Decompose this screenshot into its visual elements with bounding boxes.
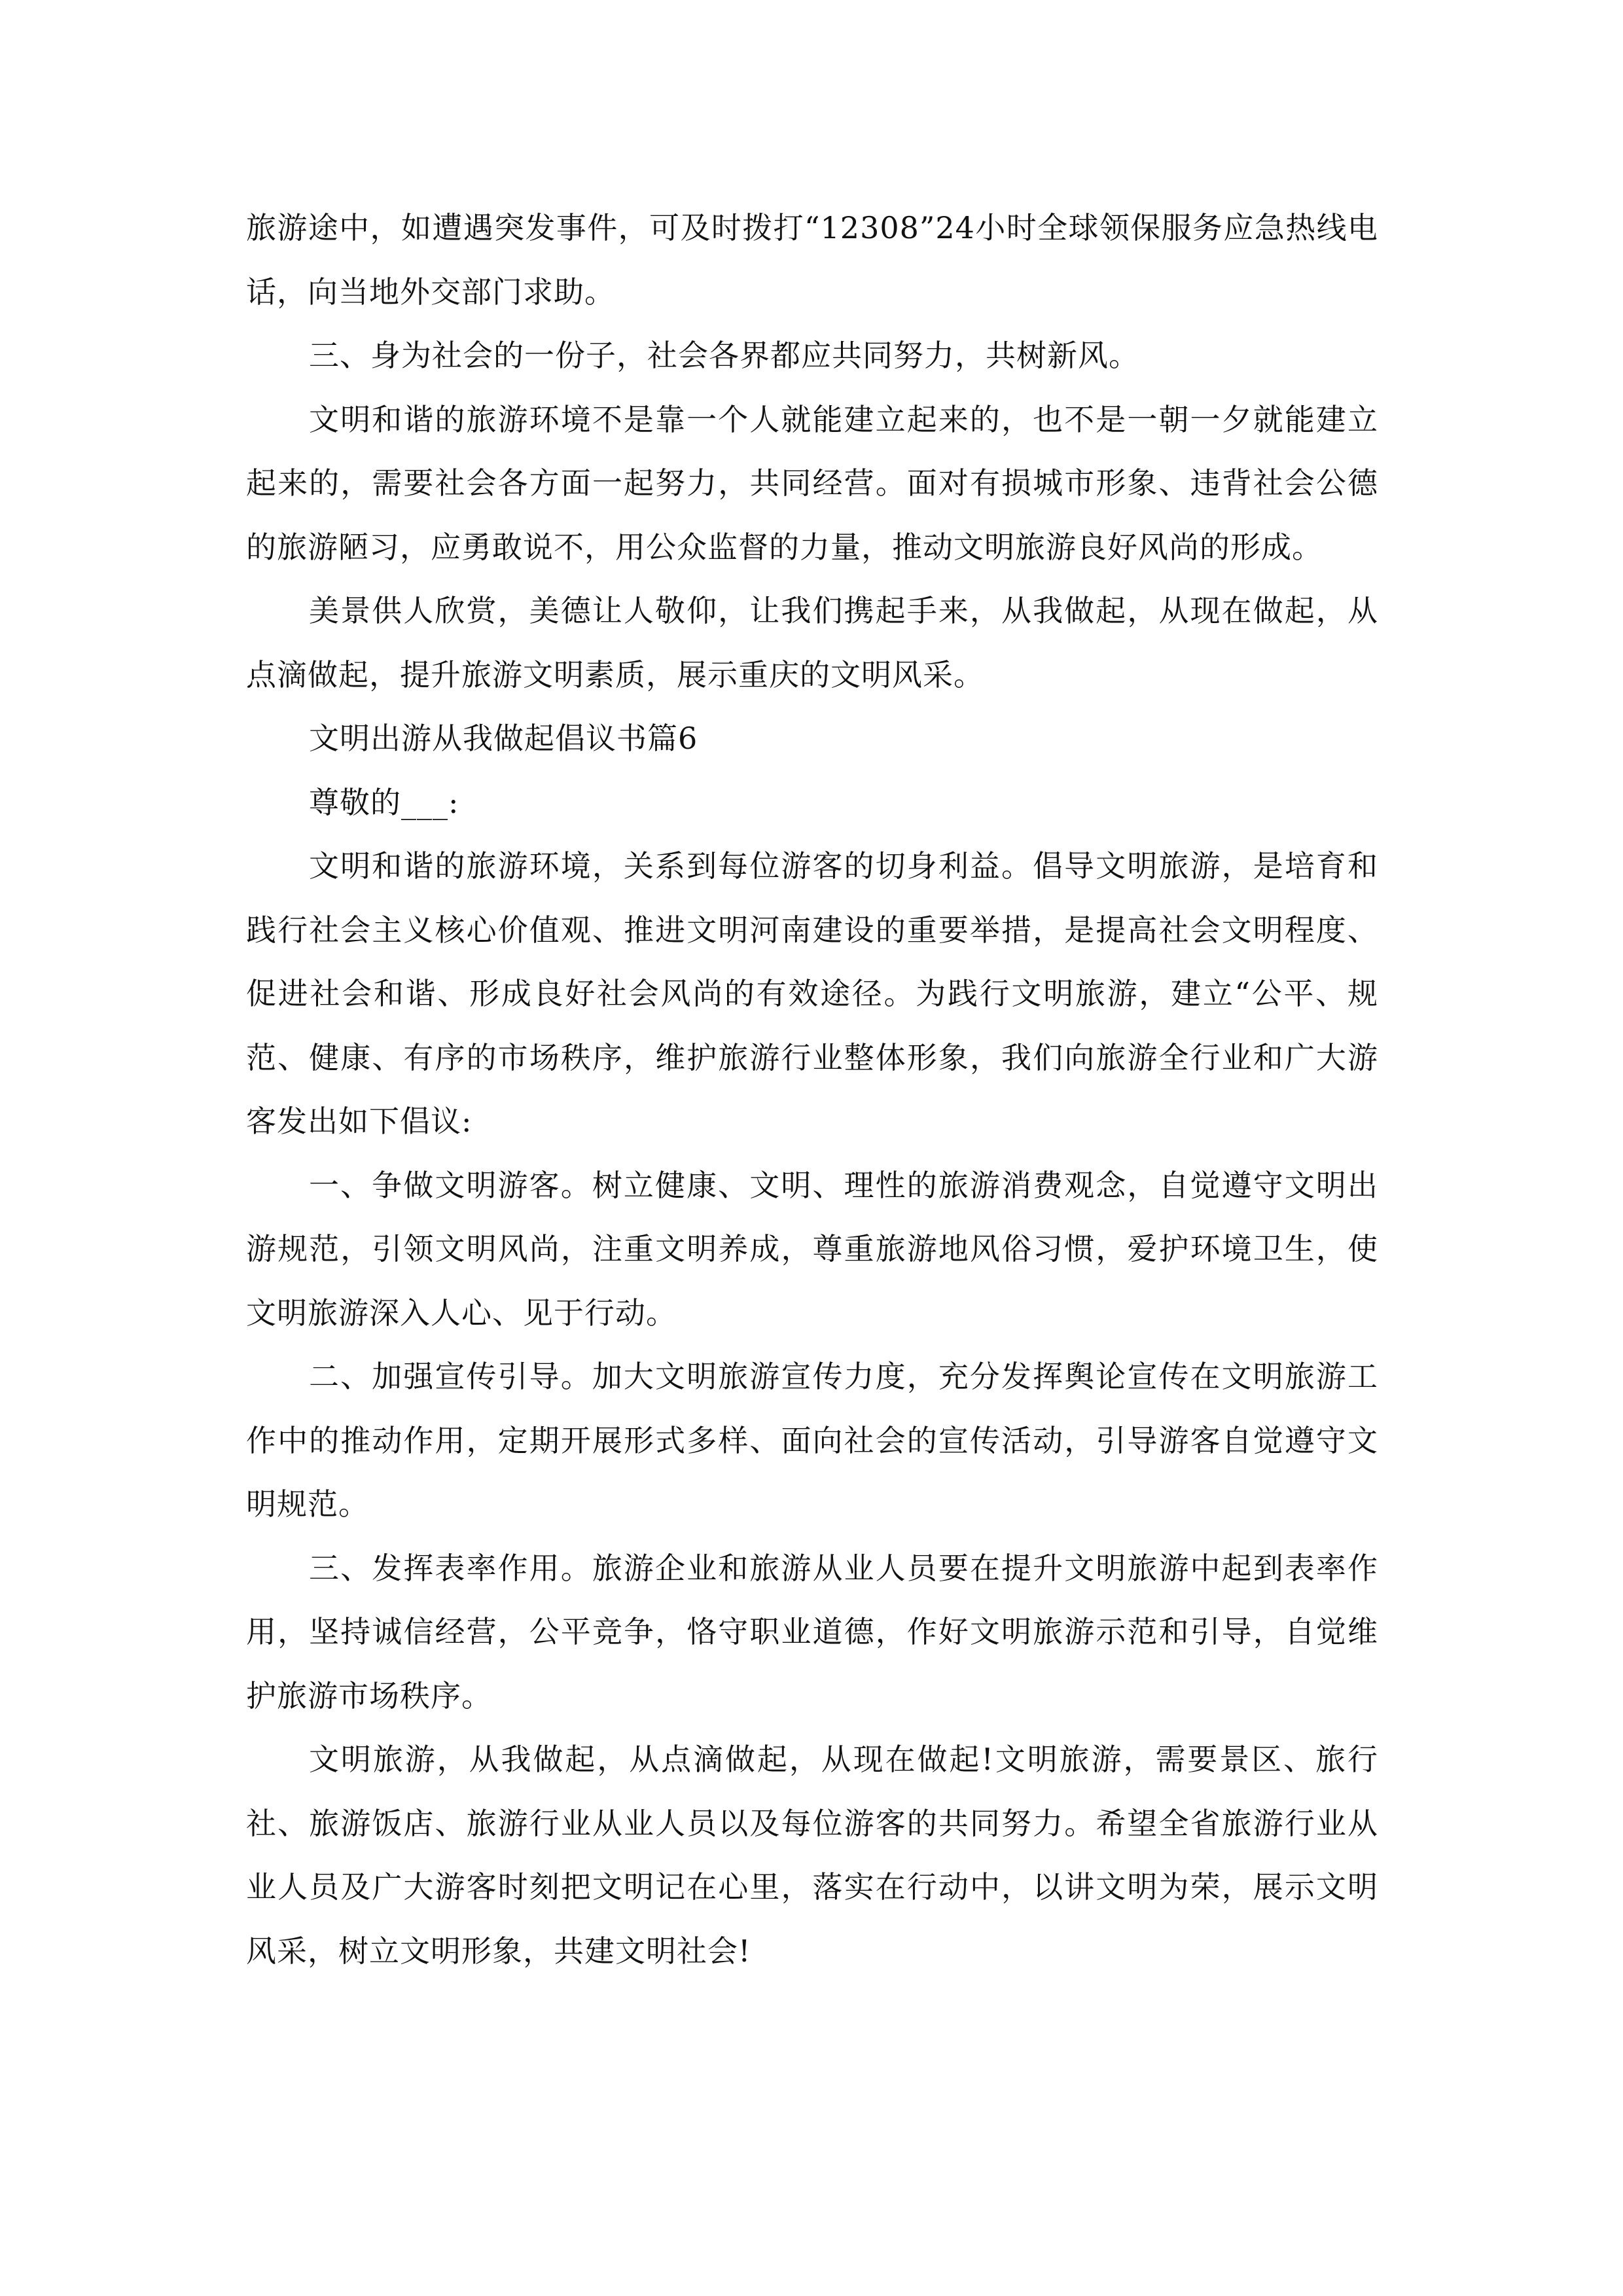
paragraph-section-three-society: 三、身为社会的一份子，社会各界都应共同努力，共树新风。 (309, 338, 1139, 373)
section-heading-article-6: 文明出游从我做起倡议书篇6 (309, 721, 698, 756)
paragraph-emergency-hotline: 旅游途中，如遭遇突发事件，可及时拨打“12308”24小时全球领保服务应急热线电话，向当地外交部门求助。 (246, 210, 1378, 310)
paragraph-point-one: 一、争做文明游客。树立健康、文明、理性的旅游消费观念，自觉遵守文明出游规范，引领文明风尚，注重文明养成，尊重旅游地风俗习惯，爱护环境卫生，使文明旅游深入人心、见于行动。 (246, 1167, 1378, 1331)
paragraph-harmonious-environment: 文明和谐的旅游环境不是靠一个人就能建立起来的，也不是一朝一夕就能建立起来的，需要社会各方面一起努力，共同经营。面对有损城市形象、违背社会公德的旅游陋习，应勇敢说不，用公众监督的力量，推动文明旅游良好风尚的形成。 (246, 401, 1378, 565)
paragraph-point-two: 二、加强宣传引导。加大文明旅游宣传力度，充分发挥舆论宣传在文明旅游工作中的推动作用，定期开展形式多样、面向社会的宣传活动，引导游客自觉遵守文明规范。 (246, 1359, 1378, 1522)
paragraph-point-three: 三、发挥表率作用。旅游企业和旅游从业人员要在提升文明旅游中起到表率作用，坚持诚信经营，公平竞争，恪守职业道德，作好文明旅游示范和引导，自觉维护旅游市场秩序。 (246, 1550, 1378, 1713)
paragraph-closing: 文明旅游，从我做起，从点滴做起，从现在做起!文明旅游，需要景区、旅行社、旅游饭店、旅游行业从业人员以及每位游客的共同努力。希望全省旅游行业从业人员及广大游客时刻把文明记在心里，落实在行动中，以讲文明为荣，展示文明风采，树立文明形象，共建文明社会! (246, 1742, 1378, 1969)
salutation: 尊敬的___: (309, 784, 459, 820)
document-body (246, 196, 1378, 1983)
paragraph-beautiful-scenery: 美景供人欣赏，美德让人敬仰，让我们携起手来，从我做起，从现在做起，从点滴做起，提升旅游文明素质，展示重庆的文明风采。 (246, 593, 1378, 692)
paragraph-introduction: 文明和谐的旅游环境，关系到每位游客的切身利益。倡导文明旅游，是培育和践行社会主义核心价值观、推进文明河南建设的重要举措，是提高社会文明程度、促进社会和谐、形成良好社会风尚的有效途径。为践行文明旅游，建立“公平、规范、健康、有序的市场秩序，维护旅游行业整体形象，我们向旅游全行业和广大游客发出如下倡议: (246, 848, 1378, 1139)
